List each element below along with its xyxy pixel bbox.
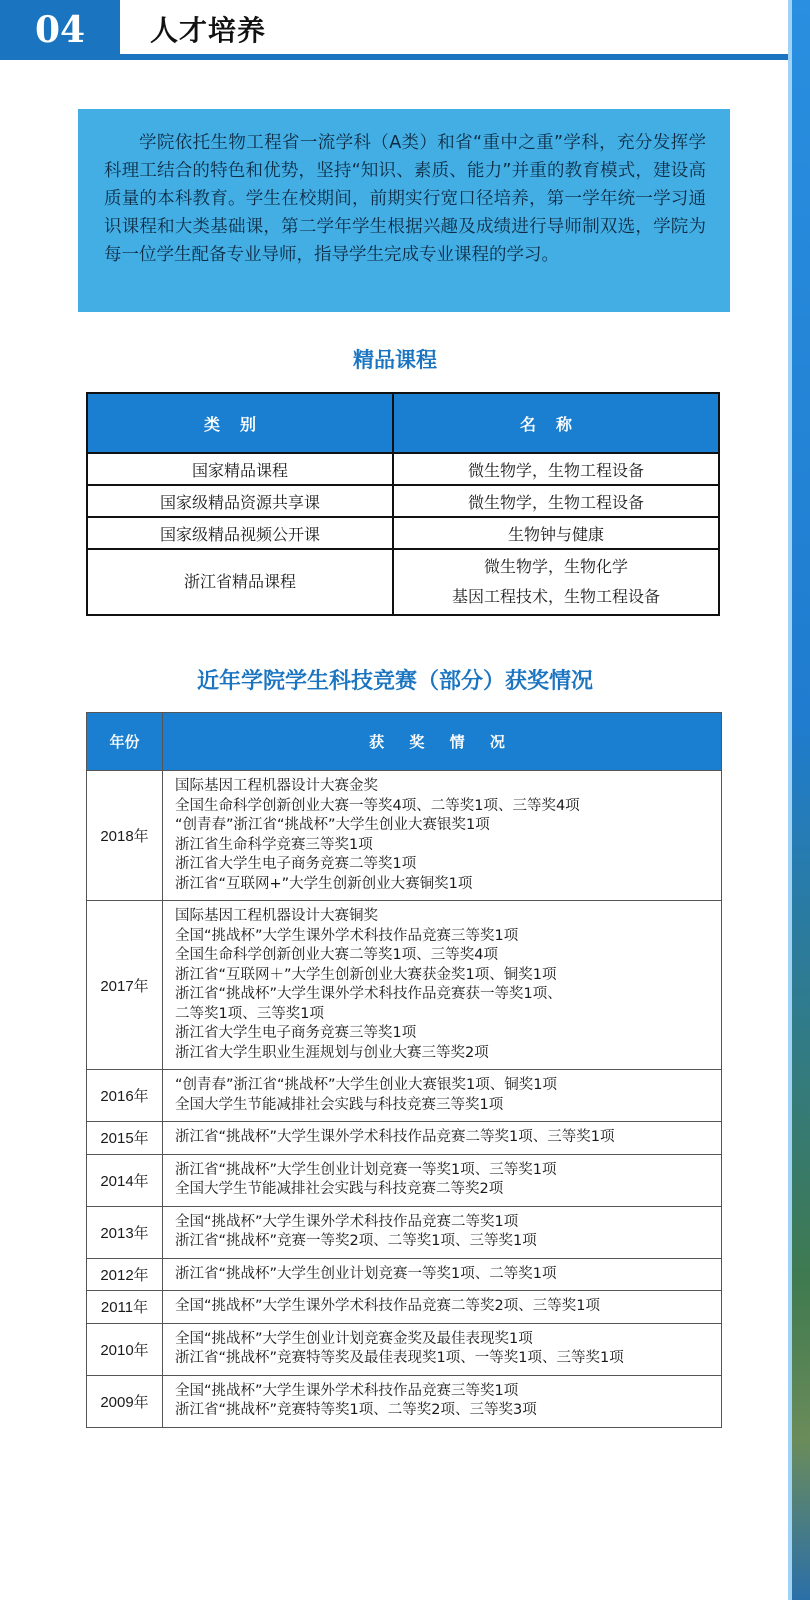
awards-table-body [87, 771, 722, 1428]
award-item: “创青春”浙江省“挑战杯”大学生创业大赛银奖1项、铜奖1项 [175, 1077, 557, 1093]
award-year: 2011年 [87, 1291, 163, 1324]
award-item: 浙江省生命科学竞赛三等奖1项 [175, 836, 373, 853]
course-name: 微生物学，生物工程设备 [467, 492, 644, 512]
award-year: 2017年 [87, 901, 163, 1070]
award-year: 2009年 [87, 1375, 163, 1427]
award-year: 2012年 [87, 1258, 163, 1291]
intro-box [78, 109, 730, 312]
award-item: 浙江省大学生电子商务竞赛三等奖1项 [175, 1025, 417, 1041]
award-year: 2014年 [87, 1154, 163, 1206]
course-name: 微生物学，生物化学 [483, 557, 628, 576]
award-items [163, 1291, 722, 1324]
award-row [87, 1206, 722, 1258]
page-header [0, 0, 810, 60]
award-items [163, 1154, 722, 1206]
award-row [87, 1122, 722, 1155]
course-category: 国家精品课程 [87, 453, 393, 485]
award-year: 2010年 [87, 1323, 163, 1375]
header-underline [120, 54, 810, 60]
awards-header-year: 年份 [87, 713, 163, 771]
award-row [87, 1375, 722, 1427]
section-title: 人才培养 [150, 14, 267, 47]
course-row [87, 453, 719, 485]
course-name: 生物钟与健康 [507, 524, 604, 544]
award-item: 全国大学生节能减排社会实践与科技竞赛二等奖2项 [175, 1181, 504, 1197]
course-name: 微生物学，生物工程设备 [467, 460, 644, 480]
award-year: 2015年 [87, 1122, 163, 1155]
award-item: 浙江省“互联网＋”大学生创新创业大赛获金奖1项、铜奖1项 [175, 966, 557, 983]
courses-table-body [87, 453, 719, 615]
awards-title: 近年学院学生科技竞赛（部分）获奖情况 [196, 669, 593, 694]
awards-header-row [87, 713, 722, 771]
award-items [163, 1070, 722, 1122]
courses-header-category: 类别 [87, 393, 393, 453]
courses-header-name: 名称 [393, 393, 719, 453]
award-item: 浙江省大学生电子商务竞赛二等奖1项 [175, 856, 417, 872]
award-year: 2018年 [87, 771, 163, 901]
award-item: 全国“挑战杯”大学生课外学术科技作品竞赛三等奖1项 [175, 1382, 519, 1399]
award-row [87, 1154, 722, 1206]
award-item: 全国生命科学创新创业大赛一等奖4项、二等奖1项、三等奖4项 [175, 797, 580, 814]
course-row [87, 517, 719, 549]
intro-text: 学院依托生物工程省一流学科（A类）和省“重中之重”学科，充分发挥学科理工结合的特色和优势，坚持“知识、素质、能力”并重的教育模式，建设高质量的本科教育。学生在校期间，前期实行宽口径培养，第一学年统一学习通识课程和大类基础课，第二学年学生根据兴趣及成绩进行导师制双选，学院为每一位学生配备专业导师，指导学生完成专业课程的学习。 [104, 133, 706, 265]
courses-header-row [87, 393, 719, 453]
award-item: 浙江省“挑战杯”竞赛一等奖2项、二等奖1项、三等奖1项 [175, 1233, 537, 1249]
decorative-side-strip [792, 0, 810, 1600]
awards-header-award: 获 奖 情 况 [163, 713, 722, 771]
award-item: 浙江省大学生职业生涯规划与创业大赛三等奖2项 [175, 1044, 489, 1061]
award-items [163, 1258, 722, 1291]
award-item: 全国生命科学创新创业大赛二等奖1项、三等奖4项 [175, 947, 498, 963]
award-items [163, 1323, 722, 1375]
award-item: 全国“挑战杯”大学生课外学术科技作品竞赛三等奖1项 [175, 927, 519, 944]
award-year: 2016年 [87, 1070, 163, 1122]
award-item: 浙江省“挑战杯”大学生课外学术科技作品竞赛二等奖1项、三等奖1项 [175, 1129, 615, 1145]
award-item: 国际基因工程机器设计大赛铜奖 [175, 908, 378, 924]
course-names [393, 549, 719, 615]
award-item: 二等奖1项、三等奖1项 [175, 1005, 324, 1022]
course-row [87, 549, 719, 615]
course-row [87, 485, 719, 517]
award-item: 浙江省“挑战杯”竞赛特等奖及最佳表现奖1项、一等奖1项、三等奖1项 [175, 1350, 624, 1366]
course-names [393, 453, 719, 485]
award-item: 浙江省“互联网+”大学生创新创业大赛铜奖1项 [175, 875, 473, 892]
courses-table [86, 392, 720, 616]
award-row [87, 901, 722, 1070]
award-row [87, 1323, 722, 1375]
courses-title: 精品课程 [353, 348, 437, 372]
award-items [163, 1375, 722, 1427]
award-item: 全国大学生节能减排社会实践与科技竞赛三等奖1项 [175, 1096, 504, 1113]
award-item: 浙江省“挑战杯”竞赛特等奖1项、二等奖2项、三等奖3项 [175, 1402, 537, 1418]
award-item: 国际基因工程机器设计大赛金奖 [175, 778, 378, 794]
award-item: 浙江省“挑战杯”大学生创业计划竞赛一等奖1项、三等奖1项 [175, 1161, 557, 1178]
award-items [163, 901, 722, 1070]
award-item: 全国“挑战杯”大学生创业计划竞赛金奖及最佳表现奖1项 [175, 1330, 533, 1347]
award-item: 浙江省“挑战杯”大学生创业计划竞赛一等奖1项、二等奖1项 [175, 1265, 557, 1282]
award-items [163, 1122, 722, 1155]
course-names [393, 485, 719, 517]
course-category: 浙江省精品课程 [87, 549, 393, 615]
award-items [163, 1206, 722, 1258]
course-category: 国家级精品视频公开课 [87, 517, 393, 549]
award-row [87, 1258, 722, 1291]
award-item: 全国“挑战杯”大学生课外学术科技作品竞赛二等奖1项 [175, 1213, 519, 1230]
course-category: 国家级精品资源共享课 [87, 485, 393, 517]
award-items [163, 771, 722, 901]
award-row [87, 1070, 722, 1122]
course-names [393, 517, 719, 549]
award-row [87, 1291, 722, 1324]
course-name: 基因工程技术，生物工程设备 [451, 587, 660, 606]
award-row [87, 771, 722, 901]
award-year: 2013年 [87, 1206, 163, 1258]
award-item: 浙江省“挑战杯”大学生课外学术科技作品竞赛获一等奖1项、 [175, 986, 562, 1002]
awards-table [86, 712, 722, 1428]
award-item: 全国“挑战杯”大学生课外学术科技作品竞赛二等奖2项、三等奖1项 [175, 1298, 600, 1314]
section-number: 04 [0, 0, 120, 60]
award-item: “创青春”浙江省“挑战杯”大学生创业大赛银奖1项 [175, 817, 490, 833]
